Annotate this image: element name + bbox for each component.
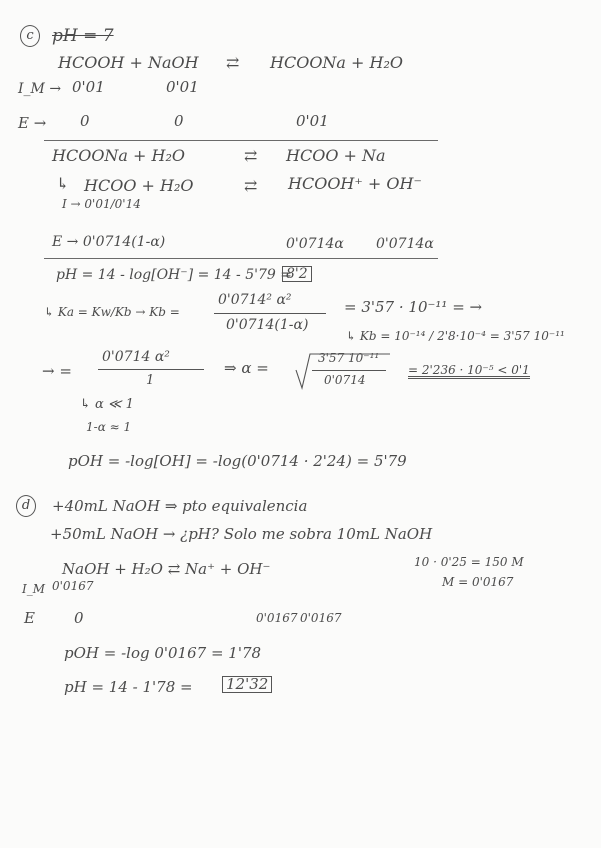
d-initial-val: 0'0167 [52, 579, 94, 593]
initial-b: 0'01 [166, 78, 199, 96]
approx-1: ↳ α ≪ 1 [80, 397, 134, 412]
alpha-numerator: 0'0714 α² [102, 349, 170, 365]
approx-2: 1-α ≈ 1 [86, 420, 132, 434]
section-c-header: pH = 7 [52, 26, 114, 46]
section-c-marker: c [20, 25, 40, 47]
reaction3-lhs: HCOO + H₂O [84, 176, 194, 195]
reaction1-lhs: HCOOH + NaOH [58, 53, 199, 72]
kb-value: = 3'57 · 10⁻¹¹ = → [344, 298, 483, 316]
reaction2-arrow: ⇄ [244, 146, 258, 165]
kb-from-kw: ↳ Kb = 10⁻¹⁴ / 2'8·10⁻⁴ = 3'57 10⁻¹¹ [346, 329, 565, 343]
eq-b: 0 [174, 112, 184, 130]
reaction1-arrow: ⇄ [226, 53, 240, 72]
d-eq-a: 0 [74, 609, 84, 627]
d-ph-left: pH = 14 - 1'78 = [64, 678, 193, 696]
alpha-prefix: → = [42, 362, 72, 380]
d-eq-b: 0'0167 [256, 611, 298, 625]
reaction3-prefix: ↳ [56, 174, 70, 193]
section-d-marker: d [16, 495, 36, 517]
d-initial-label: I_M [22, 582, 46, 596]
ph-result-box: 8'2 [282, 266, 312, 282]
eq-label: E → [18, 114, 47, 132]
d-eq-label: E [24, 609, 35, 627]
d-ph-result-box: 12'32 [222, 676, 272, 693]
alpha-denominator: 1 [146, 373, 155, 388]
ph-line-left: pH = 14 - log[OH⁻] = 14 - 5'79 = [56, 267, 292, 283]
initial-a: 0'01 [72, 78, 105, 96]
alpha-eq: ⇒ α = [224, 359, 269, 377]
d-side-2: M = 0'0167 [442, 575, 514, 589]
eq2-c: 0'0714α [376, 236, 434, 252]
eq2-a: E → 0'0714(1-α) [52, 234, 166, 250]
eq-c: 0'01 [296, 112, 329, 130]
ka-kb-prefix: ↳ Ka = Kw/Kb → Kb = [44, 305, 180, 319]
poh-line: pOH = -log[OH] = -log(0'0714 · 2'24) = 5'79 [68, 452, 407, 470]
eq2-b: 0'0714α [286, 236, 344, 252]
eq-a: 0 [80, 112, 90, 130]
kb-denominator: 0'0714(1-α) [226, 317, 309, 333]
alpha-result: = 2'236 · 10⁻⁵ < 0'1 [408, 363, 530, 377]
alpha-root-num: 3'57 10⁻¹¹ [318, 351, 380, 365]
reaction2-lhs: HCOONa + H₂O [52, 146, 186, 165]
d-reaction: NaOH + H₂O ⇄ Na⁺ + OH⁻ [62, 560, 271, 578]
reaction2-rhs: HCOO + Na [286, 146, 386, 165]
reaction3-arrow: ⇄ [244, 176, 258, 195]
d-line-1: +40mL NaOH ⇒ pto equivalencia [52, 497, 308, 515]
kb-numerator: 0'0714² α² [218, 292, 292, 308]
d-eq-c: 0'0167 [300, 611, 342, 625]
d-poh: pOH = -log 0'0167 = 1'78 [64, 644, 262, 662]
d-side-1: 10 · 0'25 = 150 M [414, 555, 524, 569]
reaction1-rhs: HCOONa + H₂O [270, 53, 404, 72]
initial-label: I_M → [18, 81, 62, 97]
reaction3-rhs: HCOOH⁺ + OH⁻ [288, 174, 422, 193]
d-line-2: +50mL NaOH → ¿pH? Solo me sobra 10mL NaOH [50, 525, 433, 543]
alpha-root-den: 0'0714 [324, 373, 366, 387]
initial2: I → 0'01/0'14 [62, 197, 141, 211]
